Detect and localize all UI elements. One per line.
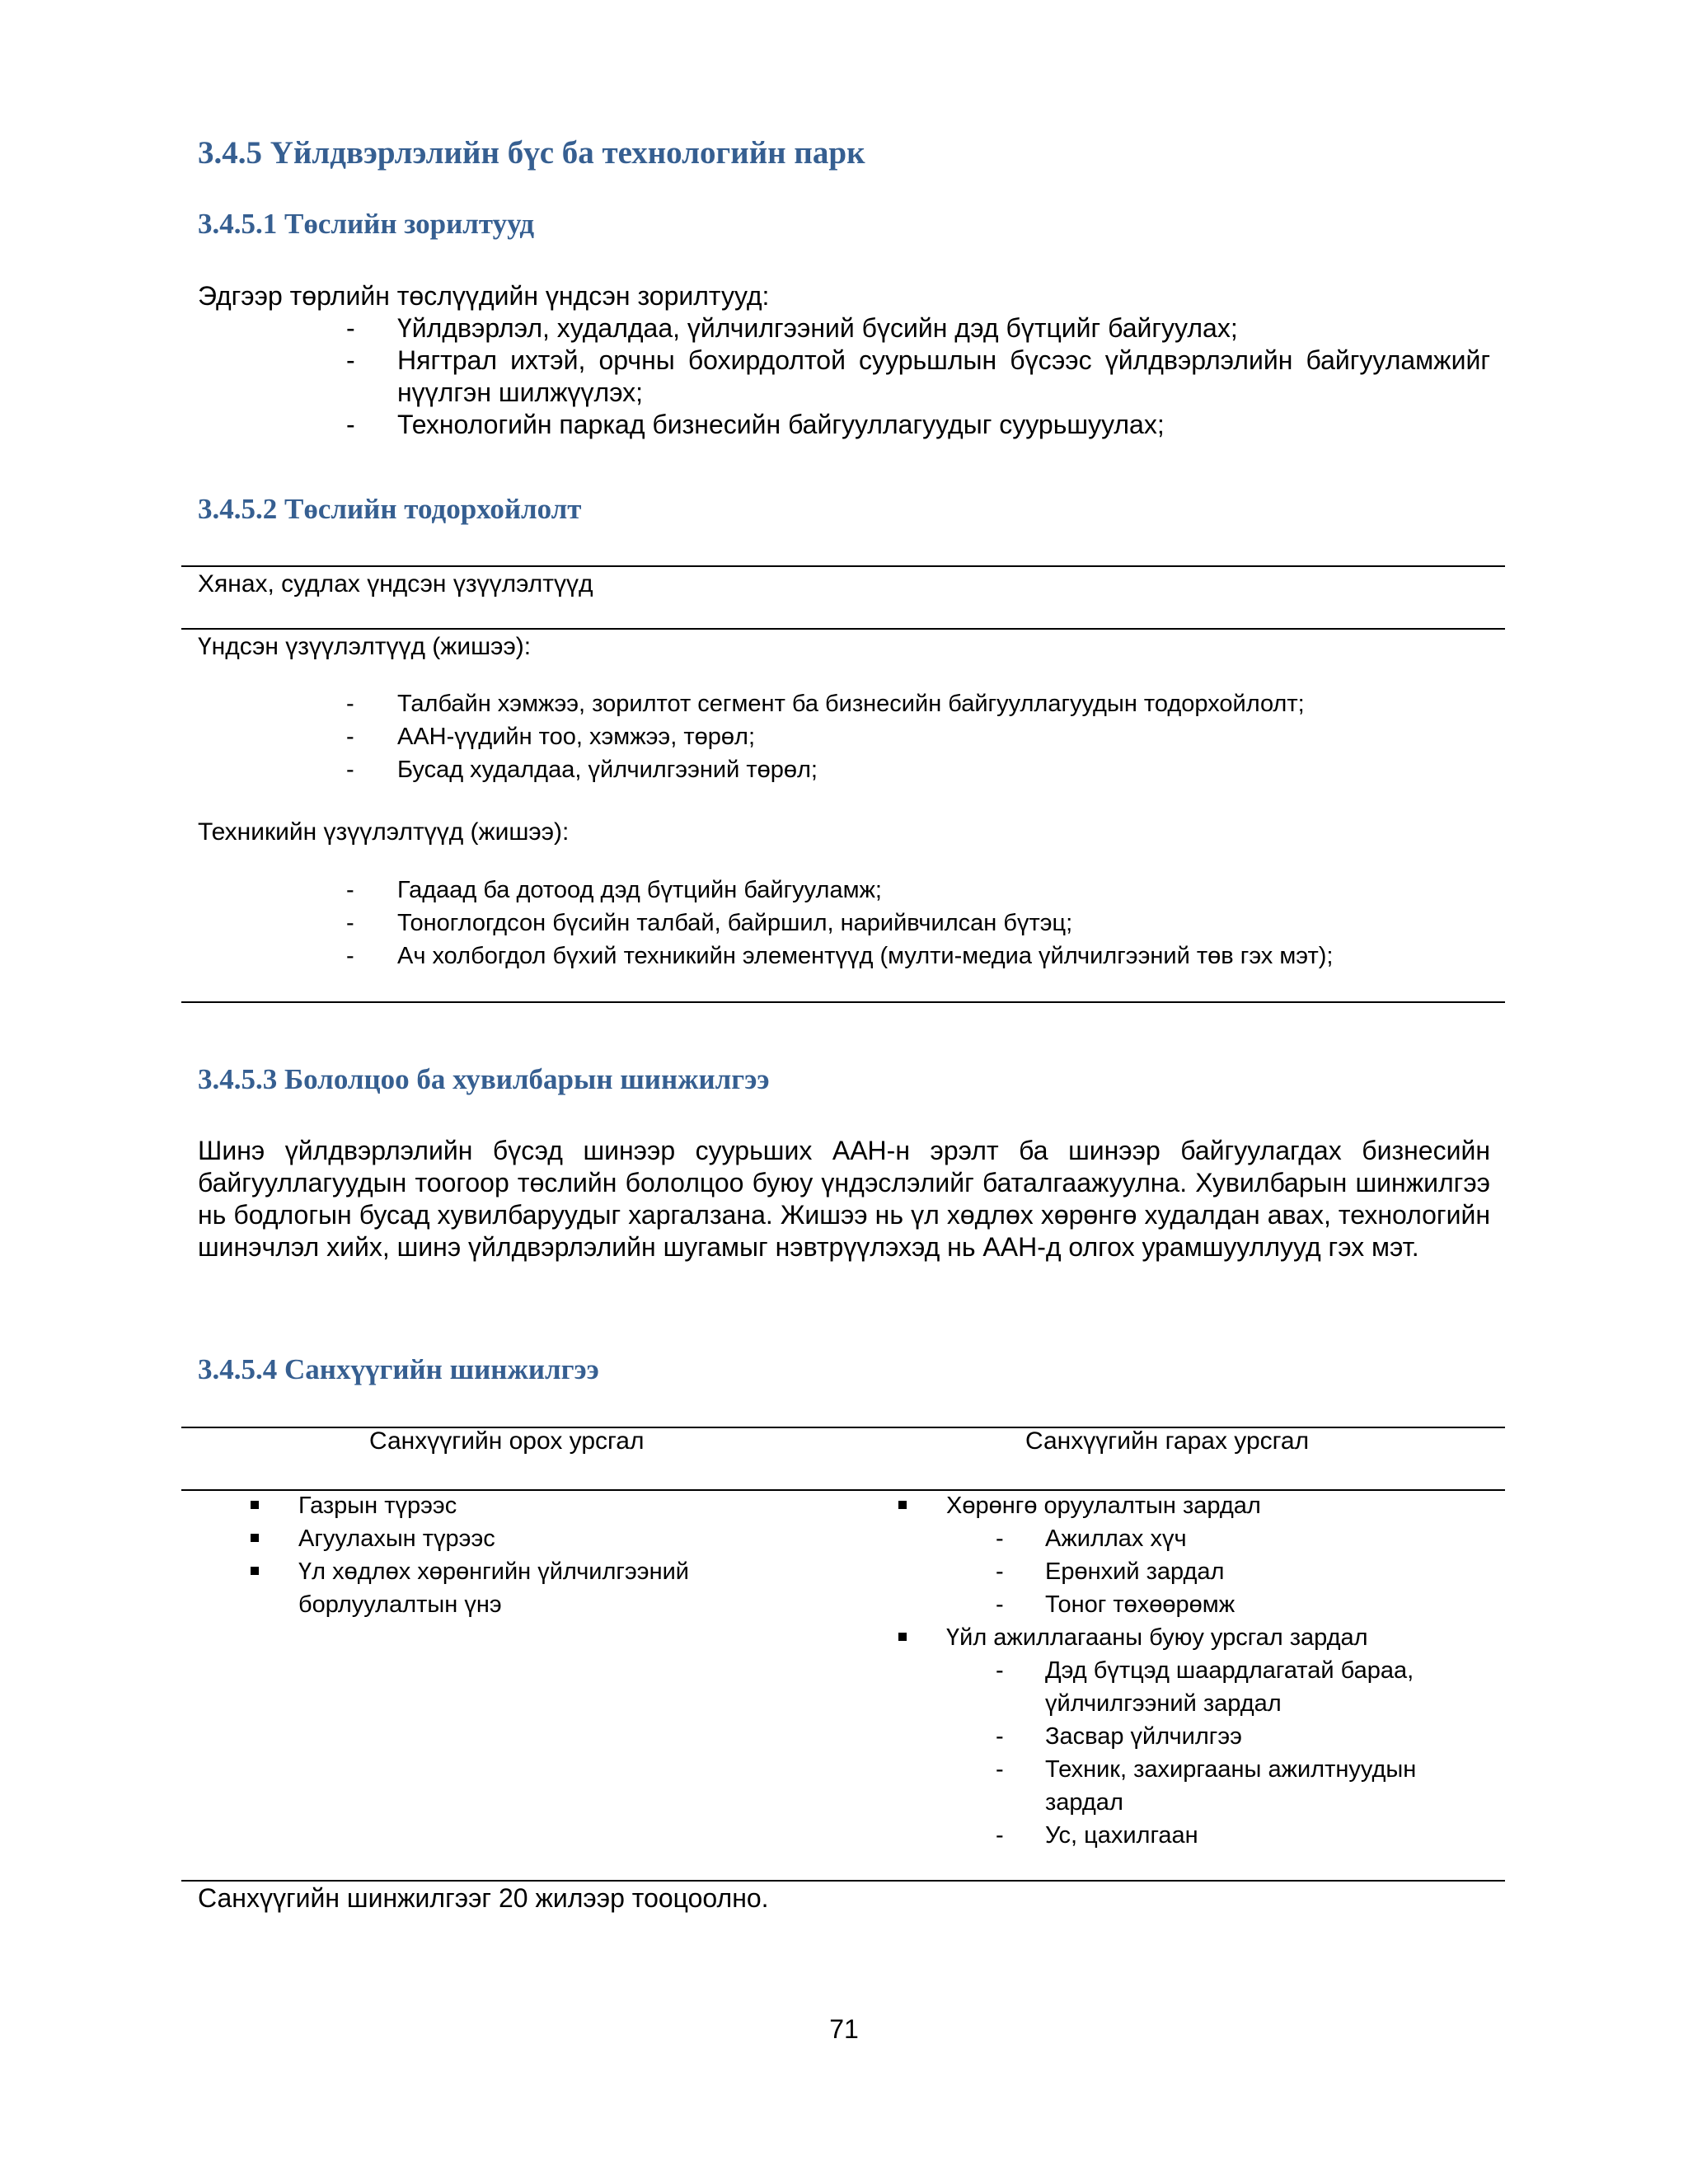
list-item: Газрын түрээс [247, 1489, 709, 1522]
list-item: - Технологийн паркад бизнесийн байгууллагуудыг суурьшуулах; [346, 409, 1490, 441]
technical-indicators-label: Техникийн үзүүлэлтүүд (жишээ): [198, 818, 570, 846]
list-item: - Бусад худалдаа, үйлчилгээний төрөл; [346, 753, 1500, 786]
list-item: - Нягтрал ихтэй, орчны бохирдолтой суурьшлын бүсээс үйлдвэрлэлийн байгууламжийг нүүлгэн шилжүүлэх; [346, 344, 1490, 409]
outflow-sublist [946, 1654, 1472, 1852]
financial-note: Санхүүгийн шинжилгээг 20 жилээр тооцоолно. [198, 1883, 769, 1913]
section-title: 3.4.5 Үйлдвэрлэлийн бүс ба технологийн парк [198, 135, 865, 171]
subsection-title-description: 3.4.5.2 Төслийн тодорхойлолт [198, 493, 582, 525]
inflow-list [247, 1489, 709, 1621]
technical-indicators-list [346, 874, 1500, 972]
subsection-title-financial: 3.4.5.4 Санхүүгийн шинжилгээ [198, 1353, 599, 1385]
finance-table-rule-bottom [181, 1880, 1505, 1882]
list-item: - Үйлдвэрлэл, худалдаа, үйлчилгээний бүсийн дэд бүтцийг байгуулах; [346, 312, 1490, 344]
table-rule-bottom [181, 1001, 1505, 1003]
list-item: - Засвар үйлчилгээ [996, 1720, 1472, 1753]
objectives-intro: Эдгээр төрлийн төслүүдийн үндсэн зорилтууд: [198, 281, 770, 311]
list-item: - Тоноглогдсон бүсийн талбай, байршил, нарийвчилсан бүтэц; [346, 907, 1500, 940]
list-item [895, 1621, 1472, 1852]
list-item: - Ус, цахилгаан [996, 1819, 1472, 1852]
list-item: - Талбайн хэмжээ, зорилтот сегмент ба бизнесийн байгууллагуудын тодорхойлолт; [346, 687, 1500, 720]
list-item: - Ерөнхий зардал [996, 1555, 1472, 1588]
list-item [895, 1489, 1472, 1621]
table-rule-top [181, 565, 1505, 567]
outflow-group-label: Хөрөнгө оруулалтын зардал [946, 1493, 1261, 1519]
options-paragraph: Шинэ үйлдвэрлэлийн бүсэд шинээр суурьших ААН-н эрэлт ба шинээр байгуулагдах бизнесийн байгууллагуудын тоогоор төслийн бололцоо буюу үндэслэлийг баталгаажуулна. Хувилбарын шинжилгээ нь бодлогын бусад хувилбаруудыг харгалзана. Жишээ нь үл хөдлөх хөрөнгө худалдан авах, технологийн шинэчлэл хийх, шинэ үйлдвэрлэлийн шугамыг нэвтрүүлэхэд нь ААН-д олгох урамшууллууд гэх мэт. [198, 1136, 1490, 1262]
outflow-sublist [946, 1522, 1472, 1621]
list-item: - Ажиллах хүч [996, 1522, 1472, 1555]
indicators-table-header: Хянах, судлах үндсэн үзүүлэлтүүд [198, 570, 593, 598]
table-rule-header [181, 628, 1505, 630]
main-indicators-label: Үндсэн үзүүлэлтүүд (жишээ): [198, 633, 532, 660]
subsection-title-objectives: 3.4.5.1 Төслийн зорилтууд [198, 208, 535, 240]
list-item: - Дэд бүтцэд шаардлагатай бараа, үйлчилгээний зардал [996, 1654, 1472, 1720]
subsection-title-options: 3.4.5.3 Бололцоо ба хувилбарын шинжилгээ [198, 1063, 770, 1095]
list-item: - ААН-үүдийн тоо, хэмжээ, төрөл; [346, 720, 1500, 753]
objectives-list [346, 312, 1490, 441]
col-inflow-header: Санхүүгийн орох урсгал [369, 1427, 645, 1455]
list-item: - Ач холбогдол бүхий техникийн элементүүд (мулти-медиа үйлчилгээний төв гэх мэт); [346, 940, 1500, 972]
list-item: Үл хөдлөх хөрөнгийн үйлчилгээний борлуулалтын үнэ [247, 1555, 709, 1621]
outflow-list [895, 1489, 1472, 1852]
list-item: - Гадаад ба дотоод дэд бүтцийн байгууламж; [346, 874, 1500, 907]
col-outflow-header: Санхүүгийн гарах урсгал [1025, 1427, 1310, 1455]
list-item: Агуулахын түрээс [247, 1522, 709, 1555]
list-item: - Техник, захиргааны ажилтнуудын зардал [996, 1753, 1472, 1819]
outflow-group-label: Үйл ажиллагааны буюу урсгал зардал [946, 1624, 1368, 1651]
page-number: 71 [829, 2014, 859, 2044]
main-indicators-list [346, 687, 1500, 786]
list-item: - Тоног төхөөрөмж [996, 1588, 1472, 1621]
